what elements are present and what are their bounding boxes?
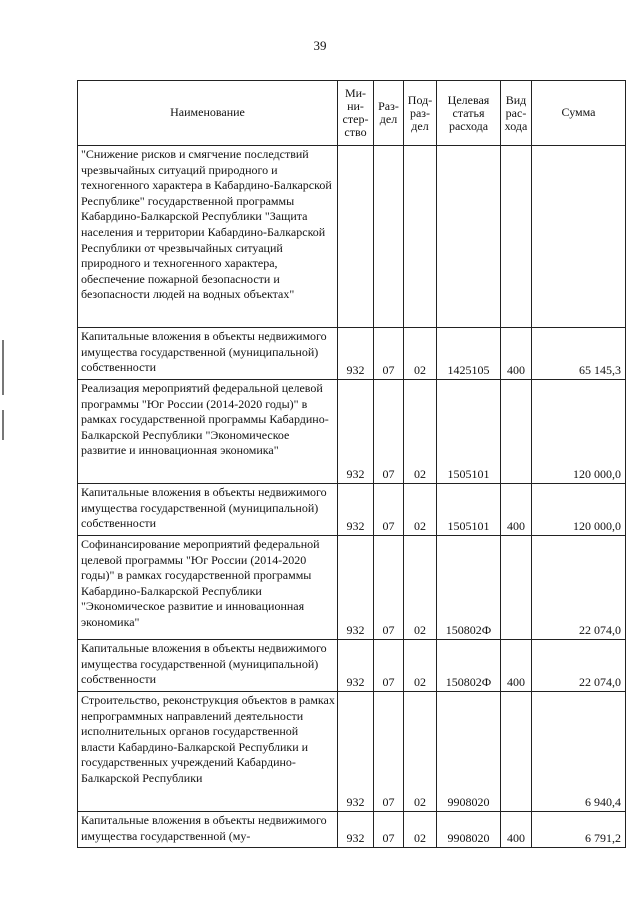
header-amount: Сумма <box>532 81 626 146</box>
row-expense-type: 400 <box>501 328 532 380</box>
row-target <box>437 146 501 328</box>
header-name: Наименование <box>78 81 338 146</box>
table-row <box>78 640 626 692</box>
table-header-row <box>78 81 626 146</box>
scan-edge-mark <box>2 340 4 395</box>
row-section: 07 <box>374 380 404 484</box>
row-ministry: 932 <box>338 536 374 640</box>
row-subsection: 02 <box>404 328 437 380</box>
row-name: Строительство, реконструкция объектов в рамках непрограммных направлений деятельности исполнительных органов государственной власти Кабардино-Балкарской Республики и государственных учреждений Кабардино-Балкарской Республики <box>78 692 338 812</box>
row-name: Капитальные вложения в объекты недвижимого имущества государственной (муниципальной) собственности <box>78 640 338 692</box>
row-target: 150802Ф <box>437 640 501 692</box>
row-subsection: 02 <box>404 692 437 812</box>
header-ministry: Ми- ни- стер- ство <box>338 81 374 146</box>
row-name: Капитальные вложения в объекты недвижимого имущества государственной (муниципальной) собственности <box>78 328 338 380</box>
row-section <box>374 146 404 328</box>
row-target: 1425105 <box>437 328 501 380</box>
row-section: 07 <box>374 328 404 380</box>
row-ministry: 932 <box>338 692 374 812</box>
row-section: 07 <box>374 536 404 640</box>
row-target: 1505101 <box>437 380 501 484</box>
row-amount: 6 940,4 <box>532 692 626 812</box>
row-subsection <box>404 146 437 328</box>
table-row <box>78 380 626 484</box>
table-row <box>78 692 626 812</box>
row-name: Реализация мероприятий федеральной целевой программы "Юг России (2014-2020 годы)" в рамках государственной программы Кабардино-Балкарской Республики "Экономическое развитие и инновационная экономика" <box>78 380 338 484</box>
row-section: 07 <box>374 692 404 812</box>
row-target: 150802Ф <box>437 536 501 640</box>
scan-edge-mark <box>2 410 4 440</box>
row-ministry <box>338 146 374 328</box>
row-section: 07 <box>374 640 404 692</box>
row-expense-type: 400 <box>501 484 532 536</box>
row-target: 9908020 <box>437 812 501 848</box>
budget-table <box>77 80 626 848</box>
row-name: Капитальные вложения в объекты недвижимого имущества государственной (муниципальной) собственности <box>78 484 338 536</box>
row-ministry: 932 <box>338 640 374 692</box>
table-row <box>78 536 626 640</box>
header-expense-type: Вид рас- хода <box>501 81 532 146</box>
row-amount: 22 074,0 <box>532 536 626 640</box>
row-ministry: 932 <box>338 380 374 484</box>
header-section: Раз- дел <box>374 81 404 146</box>
row-ministry: 932 <box>338 812 374 848</box>
table-row <box>78 484 626 536</box>
header-target: Целевая статья расхода <box>437 81 501 146</box>
row-expense-type <box>501 146 532 328</box>
row-name: "Снижение рисков и смягчение последствий чрезвычайных ситуаций природного и техногенного характера в Кабардино-Балкарской Республике" государственной программы Кабардино-Балкарской Республики "Защита населения и территории Кабардино-Балкарской Республики от чрезвычайных ситуаций природного и техногенного характера, обеспечение пожарной безопасности и безопасности людей на водных объектах" <box>78 146 338 328</box>
row-section: 07 <box>374 484 404 536</box>
table-row <box>78 328 626 380</box>
row-name: Капитальные вложения в объекты недвижимого имущества государственной (му- <box>78 812 338 848</box>
row-amount: 22 074,0 <box>532 640 626 692</box>
row-expense-type <box>501 380 532 484</box>
row-amount: 120 000,0 <box>532 484 626 536</box>
row-amount: 6 791,2 <box>532 812 626 848</box>
page-number: 39 <box>313 38 327 53</box>
row-subsection: 02 <box>404 640 437 692</box>
row-target: 1505101 <box>437 484 501 536</box>
row-subsection: 02 <box>404 380 437 484</box>
row-subsection: 02 <box>404 812 437 848</box>
row-subsection: 02 <box>404 536 437 640</box>
row-ministry: 932 <box>338 484 374 536</box>
table-row <box>78 146 626 328</box>
row-expense-type <box>501 536 532 640</box>
table-row <box>78 812 626 848</box>
row-amount <box>532 146 626 328</box>
row-section: 07 <box>374 812 404 848</box>
row-expense-type: 400 <box>501 640 532 692</box>
row-target: 9908020 <box>437 692 501 812</box>
row-name: Софинансирование мероприятий федеральной целевой программы "Юг России (2014-2020 годы)" в рамках государственной программы Кабардино-Балкарской Республики "Экономическое развитие и инновационная экономика" <box>78 536 338 640</box>
row-amount: 65 145,3 <box>532 328 626 380</box>
row-amount: 120 000,0 <box>532 380 626 484</box>
row-expense-type <box>501 692 532 812</box>
row-ministry: 932 <box>338 328 374 380</box>
header-subsection: Под- раз- дел <box>404 81 437 146</box>
row-subsection: 02 <box>404 484 437 536</box>
row-expense-type: 400 <box>501 812 532 848</box>
